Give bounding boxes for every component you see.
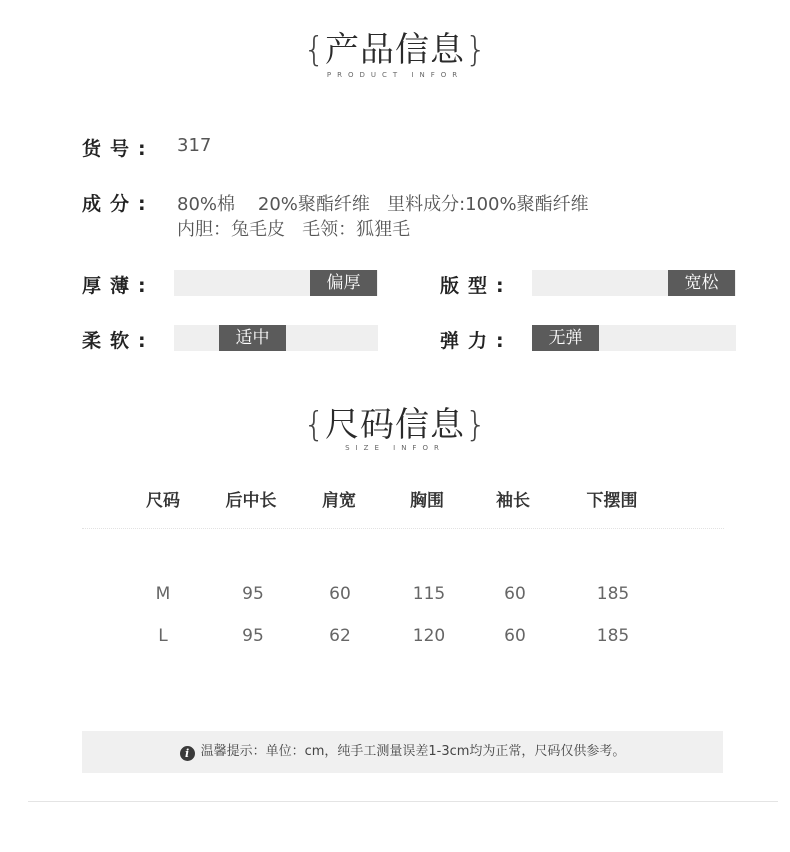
fit-scale [532, 270, 736, 296]
product-info-heading [0, 30, 790, 70]
size-info-title: 尺码信息 [325, 405, 465, 445]
product-info-title: 产品信息 [325, 30, 465, 70]
table-cell: 120 [412, 626, 446, 646]
right-brace: } [465, 405, 487, 445]
size-info-heading [0, 405, 790, 445]
length-header: 后中长 [225, 491, 277, 511]
product-info-subtitle: PRODUCT INFOR [326, 71, 464, 79]
fit-label: 版型: [440, 275, 513, 297]
thickness-scale [174, 270, 378, 296]
elasticity-tag: 无弹 [532, 325, 599, 351]
bottom-divider [28, 801, 778, 802]
item-no-value: 317 [177, 135, 212, 156]
composition-line1: 80%棉 20%聚酯纤维 里料成分:100%聚酯纤维 [177, 194, 589, 215]
size-info-subtitle: SIZE INFOR [345, 444, 445, 452]
composition-label: 成分: [82, 193, 155, 215]
item-no-label: 货号: [82, 138, 155, 160]
size-header: 尺码 [146, 491, 180, 511]
table-cell: 115 [412, 584, 446, 604]
bust-header: 胸围 [410, 491, 444, 511]
table-cell: 60 [329, 584, 351, 604]
table-cell: 95 [242, 584, 264, 604]
size-notice [82, 731, 723, 773]
table-divider [82, 528, 724, 529]
table-cell: 62 [329, 626, 351, 646]
thickness-tag: 偏厚 [310, 270, 377, 296]
right-brace: } [465, 30, 487, 70]
elasticity-label: 弹力: [440, 330, 513, 352]
table-cell: M [155, 584, 171, 604]
thickness-label: 厚薄: [82, 275, 155, 297]
table-cell: 185 [596, 626, 630, 646]
left-brace: { [303, 405, 325, 445]
table-cell: 60 [504, 626, 526, 646]
table-cell: 95 [242, 626, 264, 646]
sleeve-header: 袖长 [496, 491, 530, 511]
hem-header: 下摆围 [586, 491, 638, 511]
left-brace: { [303, 30, 325, 70]
softness-tag: 适中 [219, 325, 286, 351]
table-cell: L [158, 626, 168, 646]
info-icon: i [180, 746, 195, 761]
softness-label: 柔软: [82, 330, 155, 352]
composition-line2: 内胆：兔毛皮 毛领：狐狸毛 [177, 219, 411, 240]
fit-tag: 宽松 [668, 270, 735, 296]
table-cell: 60 [504, 584, 526, 604]
elasticity-scale [532, 325, 736, 351]
softness-scale [174, 325, 378, 351]
shoulder-header: 肩宽 [322, 491, 356, 511]
notice-text: 温馨提示：单位：cm，纯手工测量误差1-3cm均为正常，尺码仅供参考。 [200, 744, 626, 759]
table-cell: 185 [596, 584, 630, 604]
